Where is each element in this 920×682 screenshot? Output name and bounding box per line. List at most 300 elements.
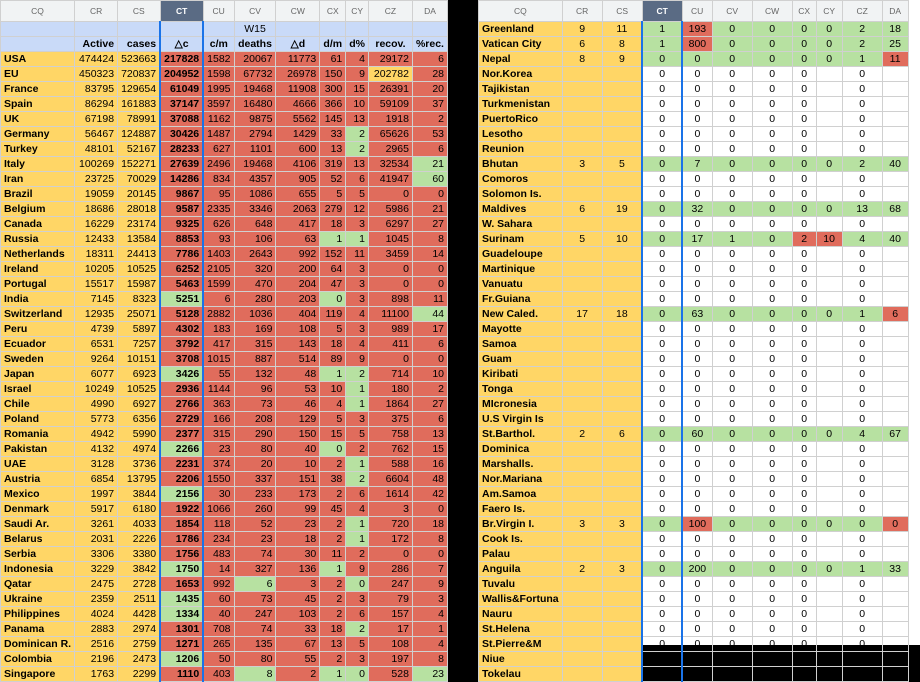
cell-da[interactable] (882, 97, 908, 112)
cell-cx[interactable]: 0 (792, 82, 816, 97)
cell-ct[interactable]: 1271 (160, 637, 203, 652)
cell-cz[interactable]: 286 (369, 562, 413, 577)
cell-cz[interactable]: 65626 (369, 127, 413, 142)
cell-cz[interactable]: 3459 (369, 247, 413, 262)
cell-cr[interactable]: 2 (562, 562, 602, 577)
cell-cz[interactable]: 375 (369, 412, 413, 427)
country-name[interactable]: Kiribati (479, 367, 563, 382)
cell-cx[interactable]: 0 (792, 322, 816, 337)
cell-cv[interactable]: 0 (712, 322, 752, 337)
cell-cu[interactable]: 0 (682, 592, 712, 607)
country-name[interactable]: India (1, 292, 75, 307)
cell-cx[interactable]: 33 (320, 127, 346, 142)
cell-cu[interactable]: 0 (682, 547, 712, 562)
cell-cs[interactable]: 6923 (118, 367, 161, 382)
cell-cw[interactable]: 18 (276, 532, 320, 547)
cell-cs[interactable] (602, 217, 642, 232)
cell-cx[interactable]: 0 (792, 52, 816, 67)
cell-cu[interactable]: 0 (682, 442, 712, 457)
header-label[interactable]: △d (276, 37, 320, 52)
cell-cs[interactable]: 25071 (118, 307, 161, 322)
cell-cx[interactable]: 0 (320, 442, 346, 457)
cell-cy[interactable]: 0 (816, 427, 842, 442)
cell-cx[interactable]: 0 (792, 187, 816, 202)
cell-cv[interactable]: 0 (712, 592, 752, 607)
cell-cs[interactable]: 11 (602, 22, 642, 37)
cell-cv[interactable]: 73 (234, 592, 276, 607)
cell-cz[interactable]: 5986 (369, 202, 413, 217)
cell-ct[interactable]: 3792 (160, 337, 203, 352)
cell-cu[interactable]: 6 (203, 292, 234, 307)
cell-ct[interactable]: 8853 (160, 232, 203, 247)
cell-cs[interactable] (602, 172, 642, 187)
cell-cu[interactable]: 0 (682, 67, 712, 82)
cell-cs[interactable]: 70029 (118, 172, 161, 187)
cell-cy[interactable]: 3 (346, 652, 369, 667)
cell-cw[interactable]: 4106 (276, 157, 320, 172)
cell-da[interactable]: 60 (412, 172, 447, 187)
cell-cw[interactable]: 40 (276, 442, 320, 457)
cell-cr[interactable] (562, 607, 602, 622)
country-name[interactable]: Romania (1, 427, 75, 442)
cell-da[interactable] (882, 487, 908, 502)
cell-cx[interactable]: 145 (320, 112, 346, 127)
cell-cw[interactable]: 0 (752, 277, 792, 292)
cell-cr[interactable] (562, 187, 602, 202)
cell-da[interactable]: 33 (882, 562, 908, 577)
cell-cy[interactable]: 1 (346, 532, 369, 547)
cell-cy[interactable]: 13 (346, 112, 369, 127)
cell-cx[interactable]: 119 (320, 307, 346, 322)
cell-cu[interactable]: 0 (682, 187, 712, 202)
cell-da[interactable]: 0 (412, 262, 447, 277)
cell-cx[interactable]: 10 (320, 382, 346, 397)
country-name[interactable]: Mayotte (479, 322, 563, 337)
cell-cx[interactable]: 13 (320, 142, 346, 157)
cell-cv[interactable]: 470 (234, 277, 276, 292)
header-cell[interactable] (346, 22, 369, 37)
week-label[interactable]: W15 (234, 22, 276, 37)
cell-cx[interactable]: 47 (320, 277, 346, 292)
cell-cs[interactable] (602, 667, 642, 682)
cell-cw[interactable]: 0 (752, 82, 792, 97)
cell-da[interactable]: 11 (412, 292, 447, 307)
cell-ct[interactable]: 1110 (160, 667, 203, 682)
cell-cu[interactable]: 708 (203, 622, 234, 637)
cell-cw[interactable]: 0 (752, 337, 792, 352)
cell-cr[interactable]: 3306 (75, 547, 118, 562)
cell-cx[interactable]: 0 (792, 517, 816, 532)
cell-cr[interactable]: 450323 (75, 67, 118, 82)
cell-cw[interactable]: 0 (752, 322, 792, 337)
cell-cu[interactable]: 93 (203, 232, 234, 247)
cell-cr[interactable] (562, 262, 602, 277)
cell-cy[interactable] (816, 532, 842, 547)
cell-cr[interactable]: 4132 (75, 442, 118, 457)
country-name[interactable]: Colombia (1, 652, 75, 667)
cell-cx[interactable]: 0 (792, 532, 816, 547)
cell-cv[interactable]: 0 (712, 187, 752, 202)
cell-da[interactable]: 0 (882, 517, 908, 532)
cell-ct[interactable]: 2377 (160, 427, 203, 442)
cell-cx[interactable]: 2 (320, 457, 346, 472)
country-name[interactable]: Turkey (1, 142, 75, 157)
cell-cs[interactable] (602, 112, 642, 127)
cell-da[interactable]: 0 (412, 187, 447, 202)
cell-da[interactable]: 0 (412, 547, 447, 562)
cell-cz[interactable]: 0 (842, 187, 882, 202)
cell-cz[interactable]: 0 (842, 277, 882, 292)
cell-cz[interactable]: 762 (369, 442, 413, 457)
cell-cw[interactable]: 0 (752, 97, 792, 112)
cell-cr[interactable] (562, 547, 602, 562)
cell-cr[interactable]: 18686 (75, 202, 118, 217)
cell-cz[interactable]: 0 (369, 187, 413, 202)
cell-cs[interactable]: 8 (602, 37, 642, 52)
cell-cr[interactable]: 4942 (75, 427, 118, 442)
country-name[interactable]: St.Barthol. (479, 427, 563, 442)
cell-cw[interactable]: 0 (752, 292, 792, 307)
cell-ct[interactable]: 0 (642, 202, 682, 217)
country-name[interactable]: Peru (1, 322, 75, 337)
header-cell[interactable] (1, 22, 75, 37)
cell-cz[interactable]: 0 (842, 352, 882, 367)
cell-cv[interactable]: 169 (234, 322, 276, 337)
cell-cx[interactable]: 45 (320, 502, 346, 517)
cell-cx[interactable]: 0 (792, 502, 816, 517)
cell-cw[interactable]: 404 (276, 307, 320, 322)
cell-ct[interactable]: 14286 (160, 172, 203, 187)
cell-da[interactable]: 0 (412, 277, 447, 292)
cell-cz[interactable]: 4 (842, 427, 882, 442)
cell-cr[interactable] (562, 127, 602, 142)
cell-cv[interactable]: 208 (234, 412, 276, 427)
cell-cr[interactable]: 2 (562, 427, 602, 442)
cell-cy[interactable]: 10 (816, 232, 842, 247)
country-name[interactable]: Belarus (1, 532, 75, 547)
cell-cx[interactable]: 0 (792, 412, 816, 427)
cell-da[interactable]: 14 (412, 247, 447, 262)
cell-cr[interactable]: 19059 (75, 187, 118, 202)
cell-ct[interactable]: 5128 (160, 307, 203, 322)
cell-cv[interactable]: 0 (712, 487, 752, 502)
cell-cv[interactable]: 0 (712, 472, 752, 487)
cell-cs[interactable]: 10525 (118, 382, 161, 397)
cell-cx[interactable]: 18 (320, 217, 346, 232)
cell-cu[interactable]: 2105 (203, 262, 234, 277)
cell-cr[interactable]: 67198 (75, 112, 118, 127)
cell-cw[interactable]: 200 (276, 262, 320, 277)
cell-cx[interactable]: 0 (792, 637, 816, 652)
cell-cx[interactable]: 300 (320, 82, 346, 97)
column-header-cq[interactable]: CQ (1, 1, 75, 22)
country-name[interactable]: Brazil (1, 187, 75, 202)
cell-cx[interactable]: 1 (320, 367, 346, 382)
cell-cs[interactable]: 3 (602, 517, 642, 532)
cell-cv[interactable]: 1036 (234, 307, 276, 322)
cell-cx[interactable]: 0 (792, 37, 816, 52)
cell-cv[interactable]: 0 (712, 157, 752, 172)
cell-da[interactable] (882, 247, 908, 262)
cell-ct[interactable]: 204952 (160, 67, 203, 82)
column-header-cs[interactable]: CS (118, 1, 161, 22)
cell-ct[interactable]: 5463 (160, 277, 203, 292)
cell-da[interactable]: 18 (412, 517, 447, 532)
cell-da[interactable]: 40 (882, 157, 908, 172)
cell-cw[interactable]: 173 (276, 487, 320, 502)
cell-cw[interactable]: 0 (752, 172, 792, 187)
country-name[interactable]: Faero Is. (479, 502, 563, 517)
cell-cv[interactable]: 6 (234, 577, 276, 592)
cell-ct[interactable]: 0 (642, 457, 682, 472)
cell-cz[interactable]: 0 (842, 457, 882, 472)
cell-cv[interactable]: 0 (712, 82, 752, 97)
cell-ct[interactable]: 2729 (160, 412, 203, 427)
cell-cx[interactable]: 0 (792, 382, 816, 397)
cell-cw[interactable]: 0 (752, 427, 792, 442)
column-header-cx[interactable]: CX (320, 1, 346, 22)
cell-cw[interactable]: 0 (752, 52, 792, 67)
cell-da[interactable] (882, 67, 908, 82)
cell-ct[interactable]: 1786 (160, 532, 203, 547)
cell-ct[interactable]: 0 (642, 337, 682, 352)
cell-cu[interactable]: 30 (203, 487, 234, 502)
country-name[interactable]: Surinam (479, 232, 563, 247)
cell-cy[interactable]: 2 (346, 622, 369, 637)
cell-cv[interactable]: 247 (234, 607, 276, 622)
cell-cu[interactable]: 0 (682, 532, 712, 547)
cell-cy[interactable] (816, 277, 842, 292)
cell-cz[interactable]: 17 (369, 622, 413, 637)
cell-da[interactable] (882, 172, 908, 187)
cell-ct[interactable]: 0 (642, 622, 682, 637)
cell-cr[interactable] (562, 397, 602, 412)
cell-cx[interactable]: 0 (792, 217, 816, 232)
cell-ct[interactable]: 217828 (160, 52, 203, 67)
cell-cw[interactable]: 905 (276, 172, 320, 187)
cell-cx[interactable]: 5 (320, 412, 346, 427)
cell-cr[interactable] (562, 217, 602, 232)
cell-cx[interactable]: 0 (792, 652, 816, 667)
cell-cv[interactable]: 0 (712, 37, 752, 52)
cell-cu[interactable]: 50 (203, 652, 234, 667)
country-name[interactable]: PuertoRico (479, 112, 563, 127)
cell-da[interactable] (882, 457, 908, 472)
cell-cz[interactable]: 1 (842, 52, 882, 67)
cell-cs[interactable] (602, 382, 642, 397)
cell-cx[interactable]: 0 (792, 352, 816, 367)
cell-cv[interactable]: 280 (234, 292, 276, 307)
cell-cz[interactable]: 157 (369, 607, 413, 622)
cell-da[interactable]: 21 (412, 202, 447, 217)
cell-cy[interactable] (816, 322, 842, 337)
cell-cs[interactable] (602, 592, 642, 607)
cell-ct[interactable]: 1334 (160, 607, 203, 622)
cell-cr[interactable] (562, 367, 602, 382)
cell-cx[interactable]: 13 (320, 637, 346, 652)
header-label[interactable]: △c (160, 37, 203, 52)
cell-ct[interactable]: 0 (642, 352, 682, 367)
cell-cu[interactable]: 0 (682, 487, 712, 502)
country-name[interactable]: Japan (1, 367, 75, 382)
cell-cw[interactable]: 0 (752, 67, 792, 82)
cell-ct[interactable]: 2936 (160, 382, 203, 397)
cell-cz[interactable]: 6604 (369, 472, 413, 487)
cell-cy[interactable]: 9 (346, 352, 369, 367)
cell-cv[interactable]: 8 (234, 667, 276, 682)
cell-cu[interactable]: 1582 (203, 52, 234, 67)
cell-cs[interactable] (602, 502, 642, 517)
cell-cr[interactable]: 9264 (75, 352, 118, 367)
cell-cv[interactable]: 0 (712, 517, 752, 532)
cell-cu[interactable]: 0 (682, 217, 712, 232)
cell-cz[interactable]: 0 (842, 337, 882, 352)
cell-cu[interactable]: 0 (682, 502, 712, 517)
cell-cu[interactable]: 0 (682, 352, 712, 367)
country-name[interactable]: Anguila (479, 562, 563, 577)
cell-ct[interactable]: 2206 (160, 472, 203, 487)
cell-da[interactable] (882, 637, 908, 652)
cell-cy[interactable]: 3 (346, 277, 369, 292)
cell-cw[interactable]: 0 (752, 157, 792, 172)
cell-cu[interactable]: 1550 (203, 472, 234, 487)
cell-cr[interactable] (562, 247, 602, 262)
cell-da[interactable] (882, 532, 908, 547)
country-name[interactable]: Greenland (479, 22, 563, 37)
country-name[interactable]: Marshalls. (479, 457, 563, 472)
cell-cx[interactable]: 2 (320, 577, 346, 592)
cell-cr[interactable] (562, 487, 602, 502)
cell-cr[interactable]: 3261 (75, 517, 118, 532)
cell-cw[interactable]: 53 (276, 382, 320, 397)
cell-cw[interactable]: 417 (276, 217, 320, 232)
cell-cs[interactable]: 52167 (118, 142, 161, 157)
country-name[interactable]: Nor.Korea (479, 67, 563, 82)
cell-cz[interactable]: 197 (369, 652, 413, 667)
cell-cx[interactable]: 0 (792, 127, 816, 142)
cell-ct[interactable]: 3426 (160, 367, 203, 382)
country-name[interactable]: Vanuatu (479, 277, 563, 292)
cell-ct[interactable]: 0 (642, 262, 682, 277)
cell-cz[interactable]: 989 (369, 322, 413, 337)
cell-cu[interactable]: 166 (203, 412, 234, 427)
header-cell[interactable] (118, 22, 161, 37)
cell-cy[interactable]: 5 (346, 637, 369, 652)
cell-da[interactable]: 10 (412, 367, 447, 382)
cell-cw[interactable]: 108 (276, 322, 320, 337)
cell-cu[interactable]: 32 (682, 202, 712, 217)
cell-cs[interactable]: 6927 (118, 397, 161, 412)
cell-cr[interactable]: 474424 (75, 52, 118, 67)
cell-cs[interactable]: 3844 (118, 487, 161, 502)
cell-cw[interactable]: 0 (752, 127, 792, 142)
cell-cr[interactable]: 16229 (75, 217, 118, 232)
cell-cy[interactable]: 4 (346, 307, 369, 322)
cell-cv[interactable]: 315 (234, 337, 276, 352)
cell-cr[interactable]: 7145 (75, 292, 118, 307)
cell-cs[interactable]: 3380 (118, 547, 161, 562)
cell-cu[interactable]: 0 (682, 472, 712, 487)
cell-da[interactable]: 67 (882, 427, 908, 442)
cell-da[interactable] (882, 547, 908, 562)
cell-cz[interactable]: 0 (842, 502, 882, 517)
country-name[interactable]: Chile (1, 397, 75, 412)
cell-cz[interactable]: 0 (842, 67, 882, 82)
country-name[interactable]: France (1, 82, 75, 97)
header-label[interactable] (1, 37, 75, 52)
cell-cr[interactable]: 5917 (75, 502, 118, 517)
cell-cx[interactable]: 0 (792, 157, 816, 172)
cell-cy[interactable] (816, 547, 842, 562)
country-name[interactable]: Saudi Ar. (1, 517, 75, 532)
cell-ct[interactable]: 1750 (160, 562, 203, 577)
cell-cu[interactable]: 40 (203, 607, 234, 622)
cell-cy[interactable] (816, 187, 842, 202)
country-name[interactable]: Solomon Is. (479, 187, 563, 202)
cell-cx[interactable]: 5 (320, 322, 346, 337)
cell-cr[interactable] (562, 292, 602, 307)
cell-cs[interactable] (602, 637, 642, 652)
cell-cx[interactable]: 15 (320, 427, 346, 442)
cell-cs[interactable] (602, 247, 642, 262)
cell-cz[interactable]: 0 (842, 442, 882, 457)
cell-cx[interactable]: 2 (320, 517, 346, 532)
country-name[interactable]: Maldives (479, 202, 563, 217)
header-cell[interactable] (160, 22, 203, 37)
cell-cs[interactable] (602, 337, 642, 352)
header-cell[interactable] (320, 22, 346, 37)
cell-cz[interactable]: 2 (842, 157, 882, 172)
cell-cr[interactable] (562, 532, 602, 547)
cell-cx[interactable]: 4 (320, 397, 346, 412)
cell-cv[interactable]: 135 (234, 637, 276, 652)
cell-cu[interactable]: 193 (682, 22, 712, 37)
column-header-cr[interactable]: CR (75, 1, 118, 22)
cell-cw[interactable]: 0 (752, 142, 792, 157)
cell-cu[interactable]: 63 (682, 307, 712, 322)
cell-cx[interactable]: 0 (792, 262, 816, 277)
cell-cz[interactable]: 1614 (369, 487, 413, 502)
cell-da[interactable]: 8 (412, 232, 447, 247)
cell-cr[interactable]: 100269 (75, 157, 118, 172)
cell-cu[interactable]: 0 (682, 397, 712, 412)
cell-cv[interactable]: 0 (712, 637, 752, 652)
cell-cu[interactable]: 1403 (203, 247, 234, 262)
cell-cu[interactable]: 95 (203, 187, 234, 202)
cell-cv[interactable]: 0 (712, 292, 752, 307)
cell-da[interactable] (882, 112, 908, 127)
cell-cv[interactable]: 1 (712, 232, 752, 247)
cell-cw[interactable]: 0 (752, 247, 792, 262)
cell-cz[interactable]: 0 (842, 637, 882, 652)
cell-cw[interactable]: 655 (276, 187, 320, 202)
country-name[interactable]: Mexico (1, 487, 75, 502)
cell-ct[interactable]: 30426 (160, 127, 203, 142)
cell-ct[interactable]: 37088 (160, 112, 203, 127)
country-name[interactable]: Nepal (479, 52, 563, 67)
cell-ct[interactable]: 4302 (160, 322, 203, 337)
cell-cy[interactable] (816, 97, 842, 112)
country-name[interactable]: Canada (1, 217, 75, 232)
cell-da[interactable]: 8 (412, 652, 447, 667)
cell-cy[interactable] (816, 397, 842, 412)
cell-cu[interactable]: 0 (682, 127, 712, 142)
header-label[interactable]: d/m (320, 37, 346, 52)
cell-cy[interactable]: 3 (346, 217, 369, 232)
cell-da[interactable] (882, 127, 908, 142)
country-name[interactable]: Cook Is. (479, 532, 563, 547)
cell-da[interactable]: 13 (412, 427, 447, 442)
